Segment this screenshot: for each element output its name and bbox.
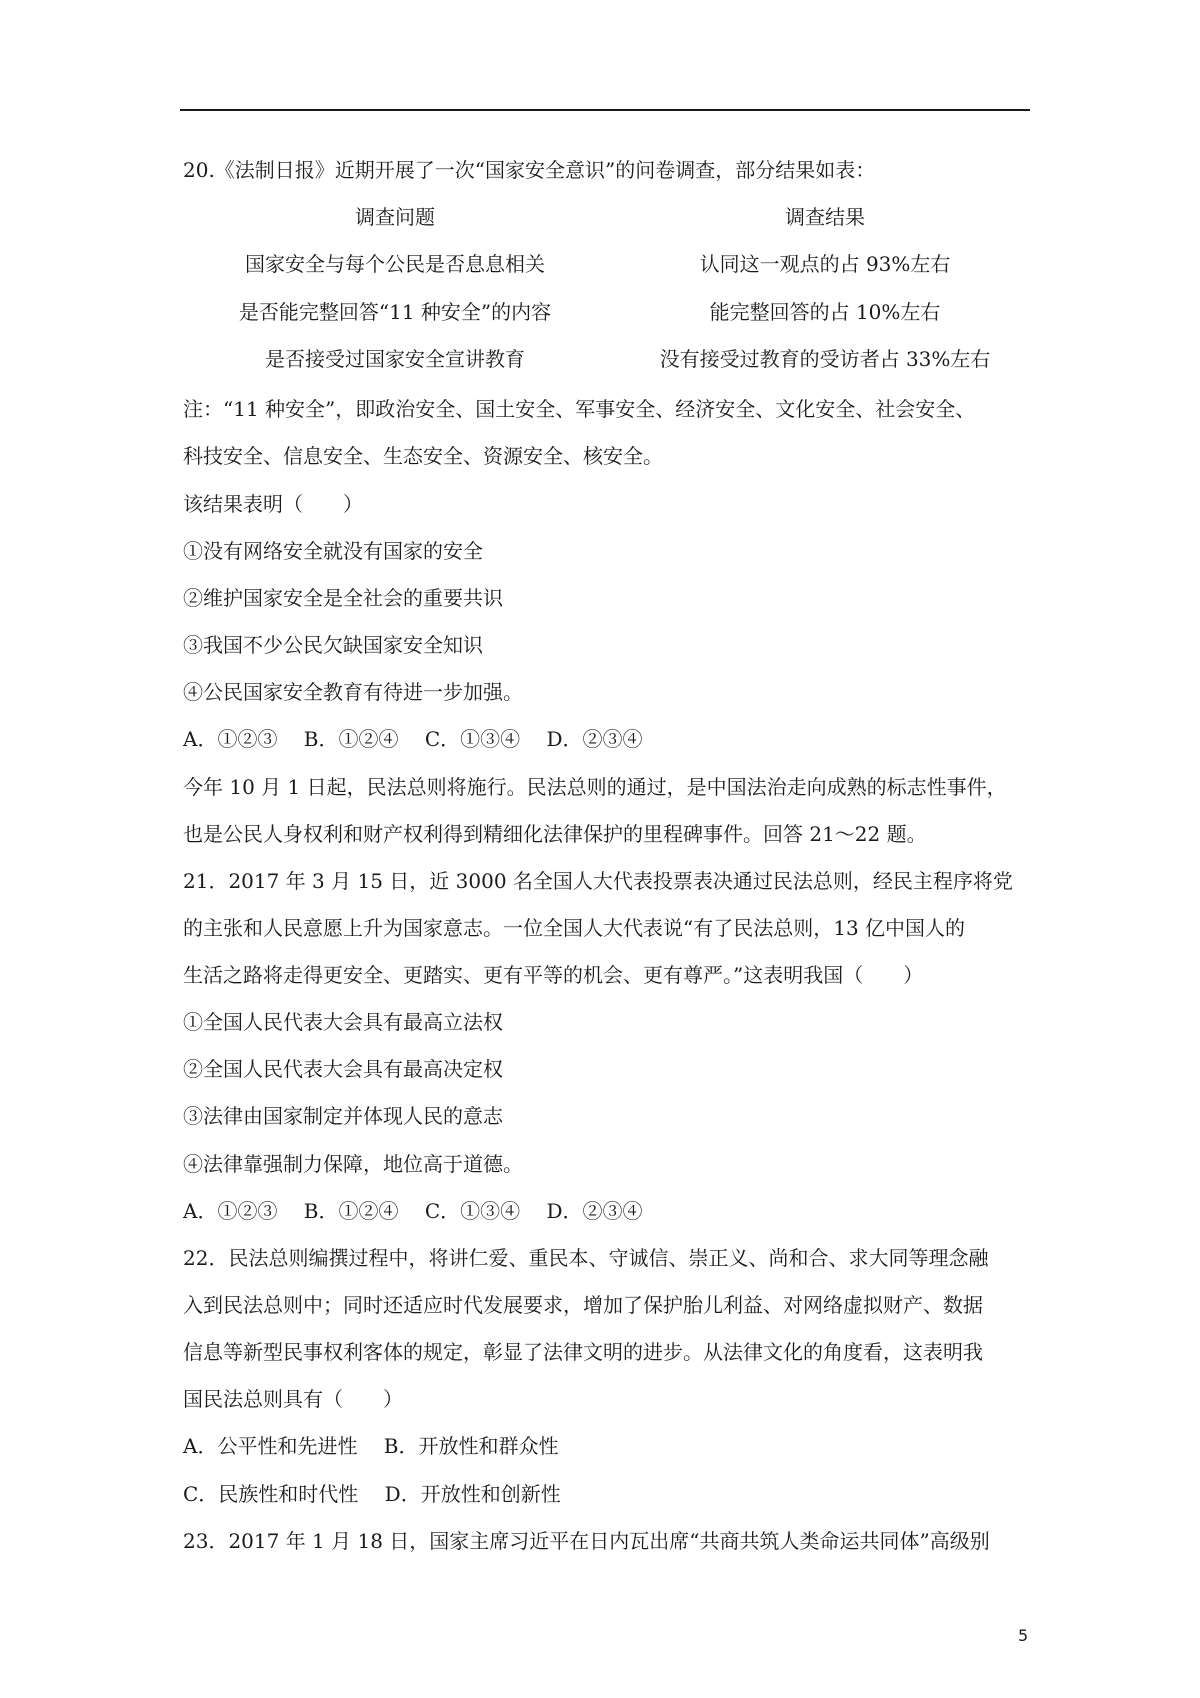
page-number: 5 <box>1018 1626 1029 1645</box>
q21-item-4: ④法律靠强制力保障，地位高于道德。 <box>183 1152 523 1176</box>
intro-line1: 今年 10 月 1 日起，民法总则将施行。民法总则的通过，是中国法治走向成熟的标志性事件， <box>183 775 1007 799</box>
table-row-2-result: 能完整回答的占 10%左右 <box>709 300 941 324</box>
q22-options-row1: A．公平性和先进性 B．开放性和群众性 <box>183 1434 559 1458</box>
q20-note-line1: 注：“11 种安全”，即政治安全、国土安全、军事安全、经济安全、文化安全、社会安全、 <box>183 397 976 421</box>
q20-note-line2: 科技安全、信息安全、生态安全、资源安全、核安全。 <box>183 444 663 468</box>
q21-item-1: ①全国人民代表大会具有最高立法权 <box>183 1010 503 1034</box>
q20-stem: 20.《法制日报》近期开展了一次“国家安全意识”的问卷调查，部分结果如表： <box>183 158 876 182</box>
table-header-result: 调查结果 <box>785 205 865 229</box>
q21-line2: 的主张和人民意愿上升为国家意志。一位全国人大代表说“有了民法总则，13 亿中国人的 <box>183 916 966 940</box>
q21-item-2: ②全国人民代表大会具有最高决定权 <box>183 1057 503 1081</box>
q21-options: A．①②③ B．①②④ C．①③④ D．②③④ <box>183 1199 643 1223</box>
q21-line3: 生活之路将走得更安全、更踏实、更有平等的机会、更有尊严。”这表明我国（ ） <box>183 963 924 987</box>
q20-options: A．①②③ B．①②④ C．①③④ D．②③④ <box>183 727 643 751</box>
q22-line2: 入到民法总则中；同时还适应时代发展要求，增加了保护胎儿利益、对网络虚拟财产、数据 <box>183 1293 983 1317</box>
header-rule <box>180 109 1030 111</box>
table-row-1-question: 国家安全与每个公民是否息息相关 <box>245 252 545 276</box>
q22-line1: 22．民法总则编撰过程中，将讲仁爱、重民本、守诚信、崇正义、尚和合、求大同等理念融 <box>183 1246 989 1270</box>
table-row-2-question: 是否能完整回答“11 种安全”的内容 <box>238 300 552 324</box>
table-row-3-question: 是否接受过国家安全宣讲教育 <box>265 347 525 371</box>
q21-item-3: ③法律由国家制定并体现人民的意志 <box>183 1104 503 1128</box>
q20-item-2: ②维护国家安全是全社会的重要共识 <box>183 586 503 610</box>
table-header-question: 调查问题 <box>355 205 435 229</box>
q21-line1: 21．2017 年 3 月 15 日，近 3000 名全国人大代表投票表决通过民法总则，经民主程序将党 <box>183 869 1013 893</box>
q20-prompt: 该结果表明（ ） <box>183 492 363 516</box>
q23-line1: 23．2017 年 1 月 18 日，国家主席习近平在日内瓦出席“共商共筑人类命运共同体”高级别 <box>183 1529 990 1553</box>
table-row-1-result: 认同这一观点的占 93%左右 <box>699 252 951 276</box>
intro-line2: 也是公民人身权利和财产权利得到精细化法律保护的里程碑事件。回答 21～22 题。 <box>183 822 927 846</box>
q22-options-row2: C．民族性和时代性 D．开放性和创新性 <box>183 1482 561 1506</box>
q20-item-3: ③我国不少公民欠缺国家安全知识 <box>183 633 483 657</box>
q22-line4: 国民法总则具有（ ） <box>183 1387 403 1411</box>
q20-item-1: ①没有网络安全就没有国家的安全 <box>183 539 483 563</box>
table-row-3-result: 没有接受过教育的受访者占 33%左右 <box>659 347 991 371</box>
q20-item-4: ④公民国家安全教育有待进一步加强。 <box>183 680 523 704</box>
q22-line3: 信息等新型民事权利客体的规定，彰显了法律文明的进步。从法律文化的角度看，这表明我 <box>183 1340 983 1364</box>
